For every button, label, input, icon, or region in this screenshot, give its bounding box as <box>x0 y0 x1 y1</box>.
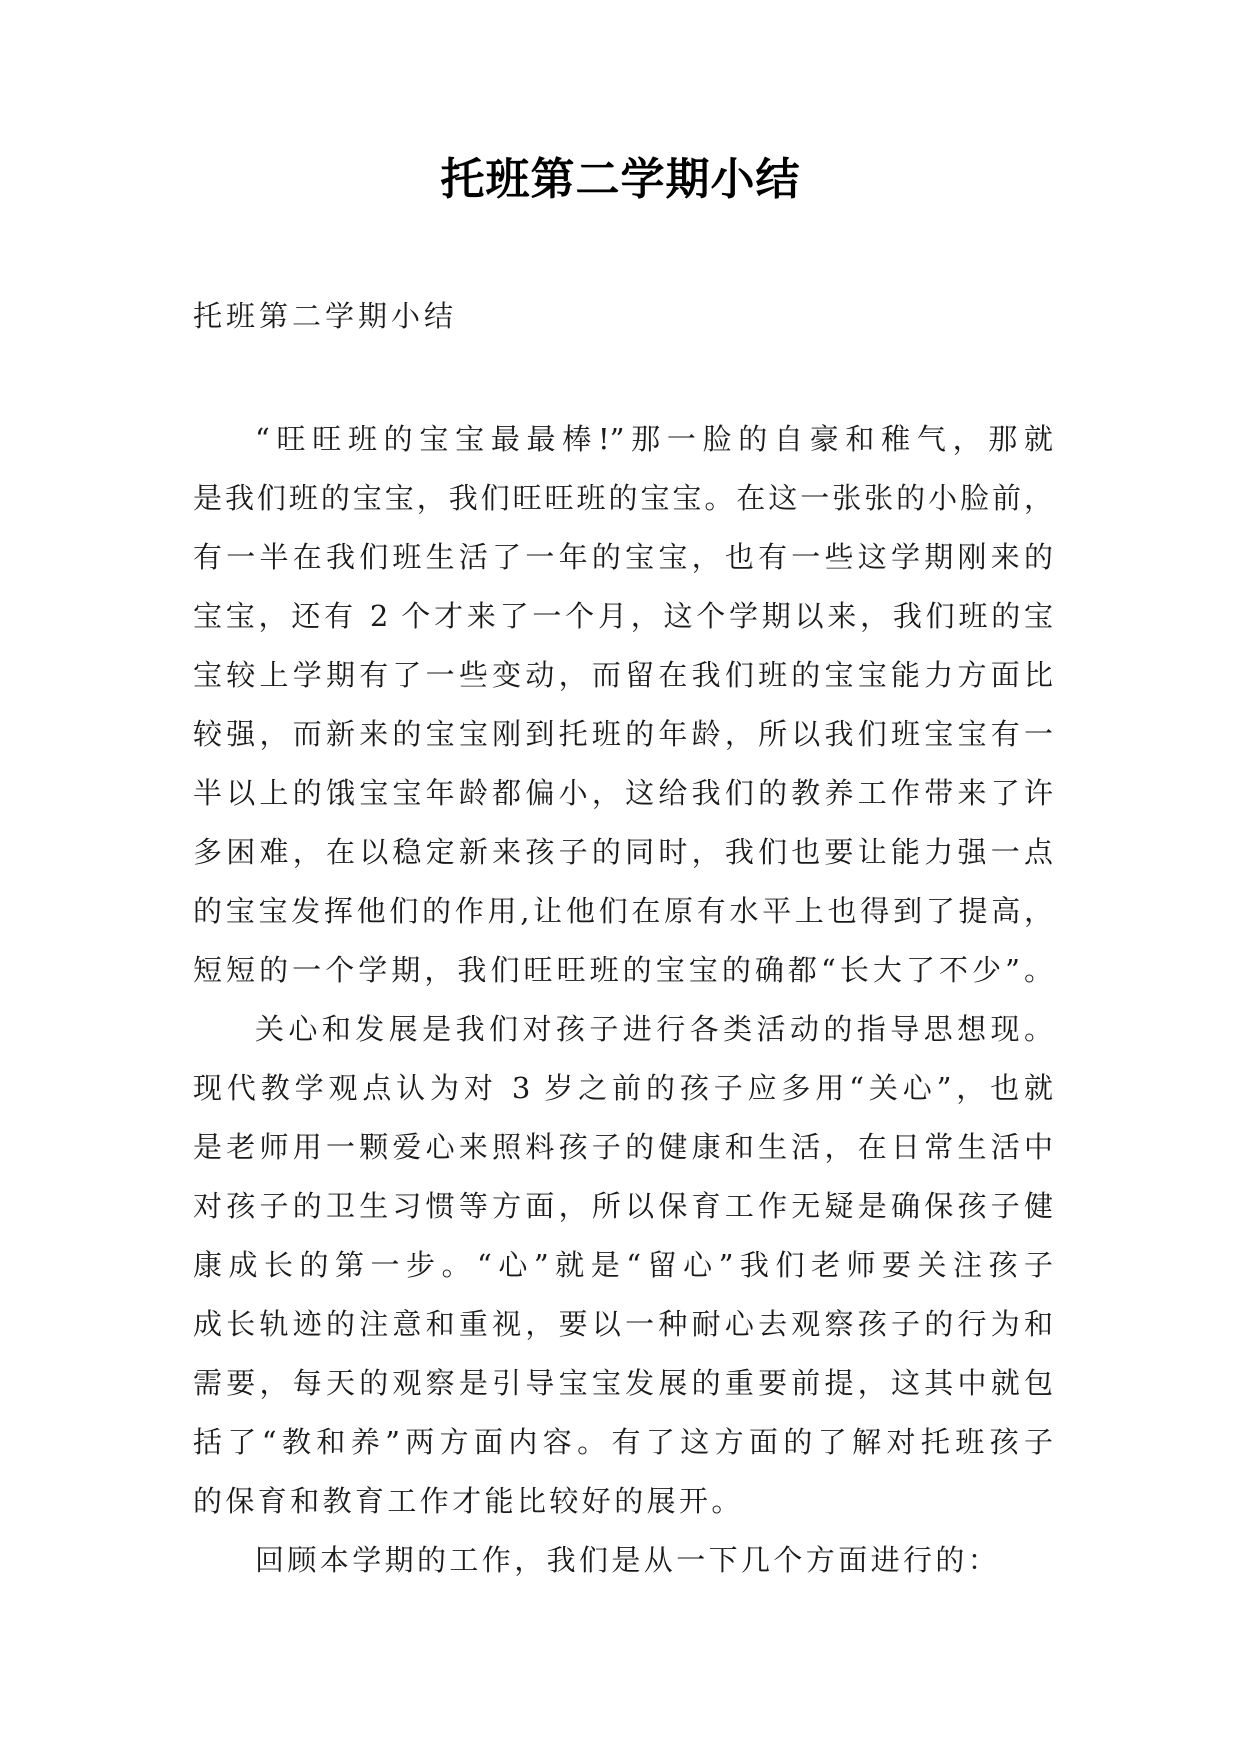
paragraph-line: “旺旺班的宝宝最最棒!”那一脸的自豪和稚气，那就 <box>255 422 1053 456</box>
document-title: 托班第二学期小结 <box>440 154 801 205</box>
paragraph-line: 现代教学观点认为对 3 岁之前的孩子应多用“关心”，也就 <box>193 1071 1053 1105</box>
document-subtitle: 托班第二学期小结 <box>193 299 458 333</box>
paragraph-line: 多困难，在以稳定新来孩子的同时，我们也要让能力强一点 <box>193 835 1053 869</box>
paragraph-line: 成长轨迹的注意和重视，要以一种耐心去观察孩子的行为和 <box>193 1307 1053 1341</box>
paragraph-line: 的保育和教育工作才能比较好的展开。 <box>193 1484 744 1518</box>
paragraph-line: 半以上的饿宝宝年龄都偏小，这给我们的教养工作带来了许 <box>193 776 1053 810</box>
paragraph-line: 是我们班的宝宝，我们旺旺班的宝宝。在这一张张的小脸前， <box>193 481 1053 515</box>
paragraph-line: 宝宝，还有 2 个才来了一个月，这个学期以来，我们班的宝 <box>193 599 1053 633</box>
paragraph-line: 短短的一个学期，我们旺旺班的宝宝的确都“长大了不少”。 <box>193 953 1053 987</box>
paragraph-line: 括了“教和养”两方面内容。有了这方面的了解对托班孩子 <box>193 1425 1053 1459</box>
paragraph-line: 的宝宝发挥他们的作用,让他们在原有水平上也得到了提高， <box>193 894 1053 928</box>
paragraph-line: 需要，每天的观察是引导宝宝发展的重要前提，这其中就包 <box>193 1366 1053 1400</box>
paragraph-line: 关心和发展是我们对孩子进行各类活动的指导思想现。 <box>255 1012 1053 1046</box>
paragraph-line: 对孩子的卫生习惯等方面，所以保育工作无疑是确保孩子健 <box>193 1189 1053 1223</box>
paragraph-line: 较强，而新来的宝宝刚到托班的年龄，所以我们班宝宝有一 <box>193 717 1053 751</box>
document-body <box>193 410 1053 1590</box>
paragraph-line: 康成长的第一步。“心”就是“留心”我们老师要关注孩子 <box>193 1248 1053 1282</box>
paragraph-line: 是老师用一颗爱心来照料孩子的健康和生活，在日常生活中 <box>193 1130 1053 1164</box>
paragraph-line: 宝较上学期有了一些变动，而留在我们班的宝宝能力方面比 <box>193 658 1053 692</box>
paragraph-line: 有一半在我们班生活了一年的宝宝，也有一些这学期刚来的 <box>193 540 1053 574</box>
paragraph-line: 回顾本学期的工作，我们是从一下几个方面进行的： <box>255 1543 1001 1577</box>
